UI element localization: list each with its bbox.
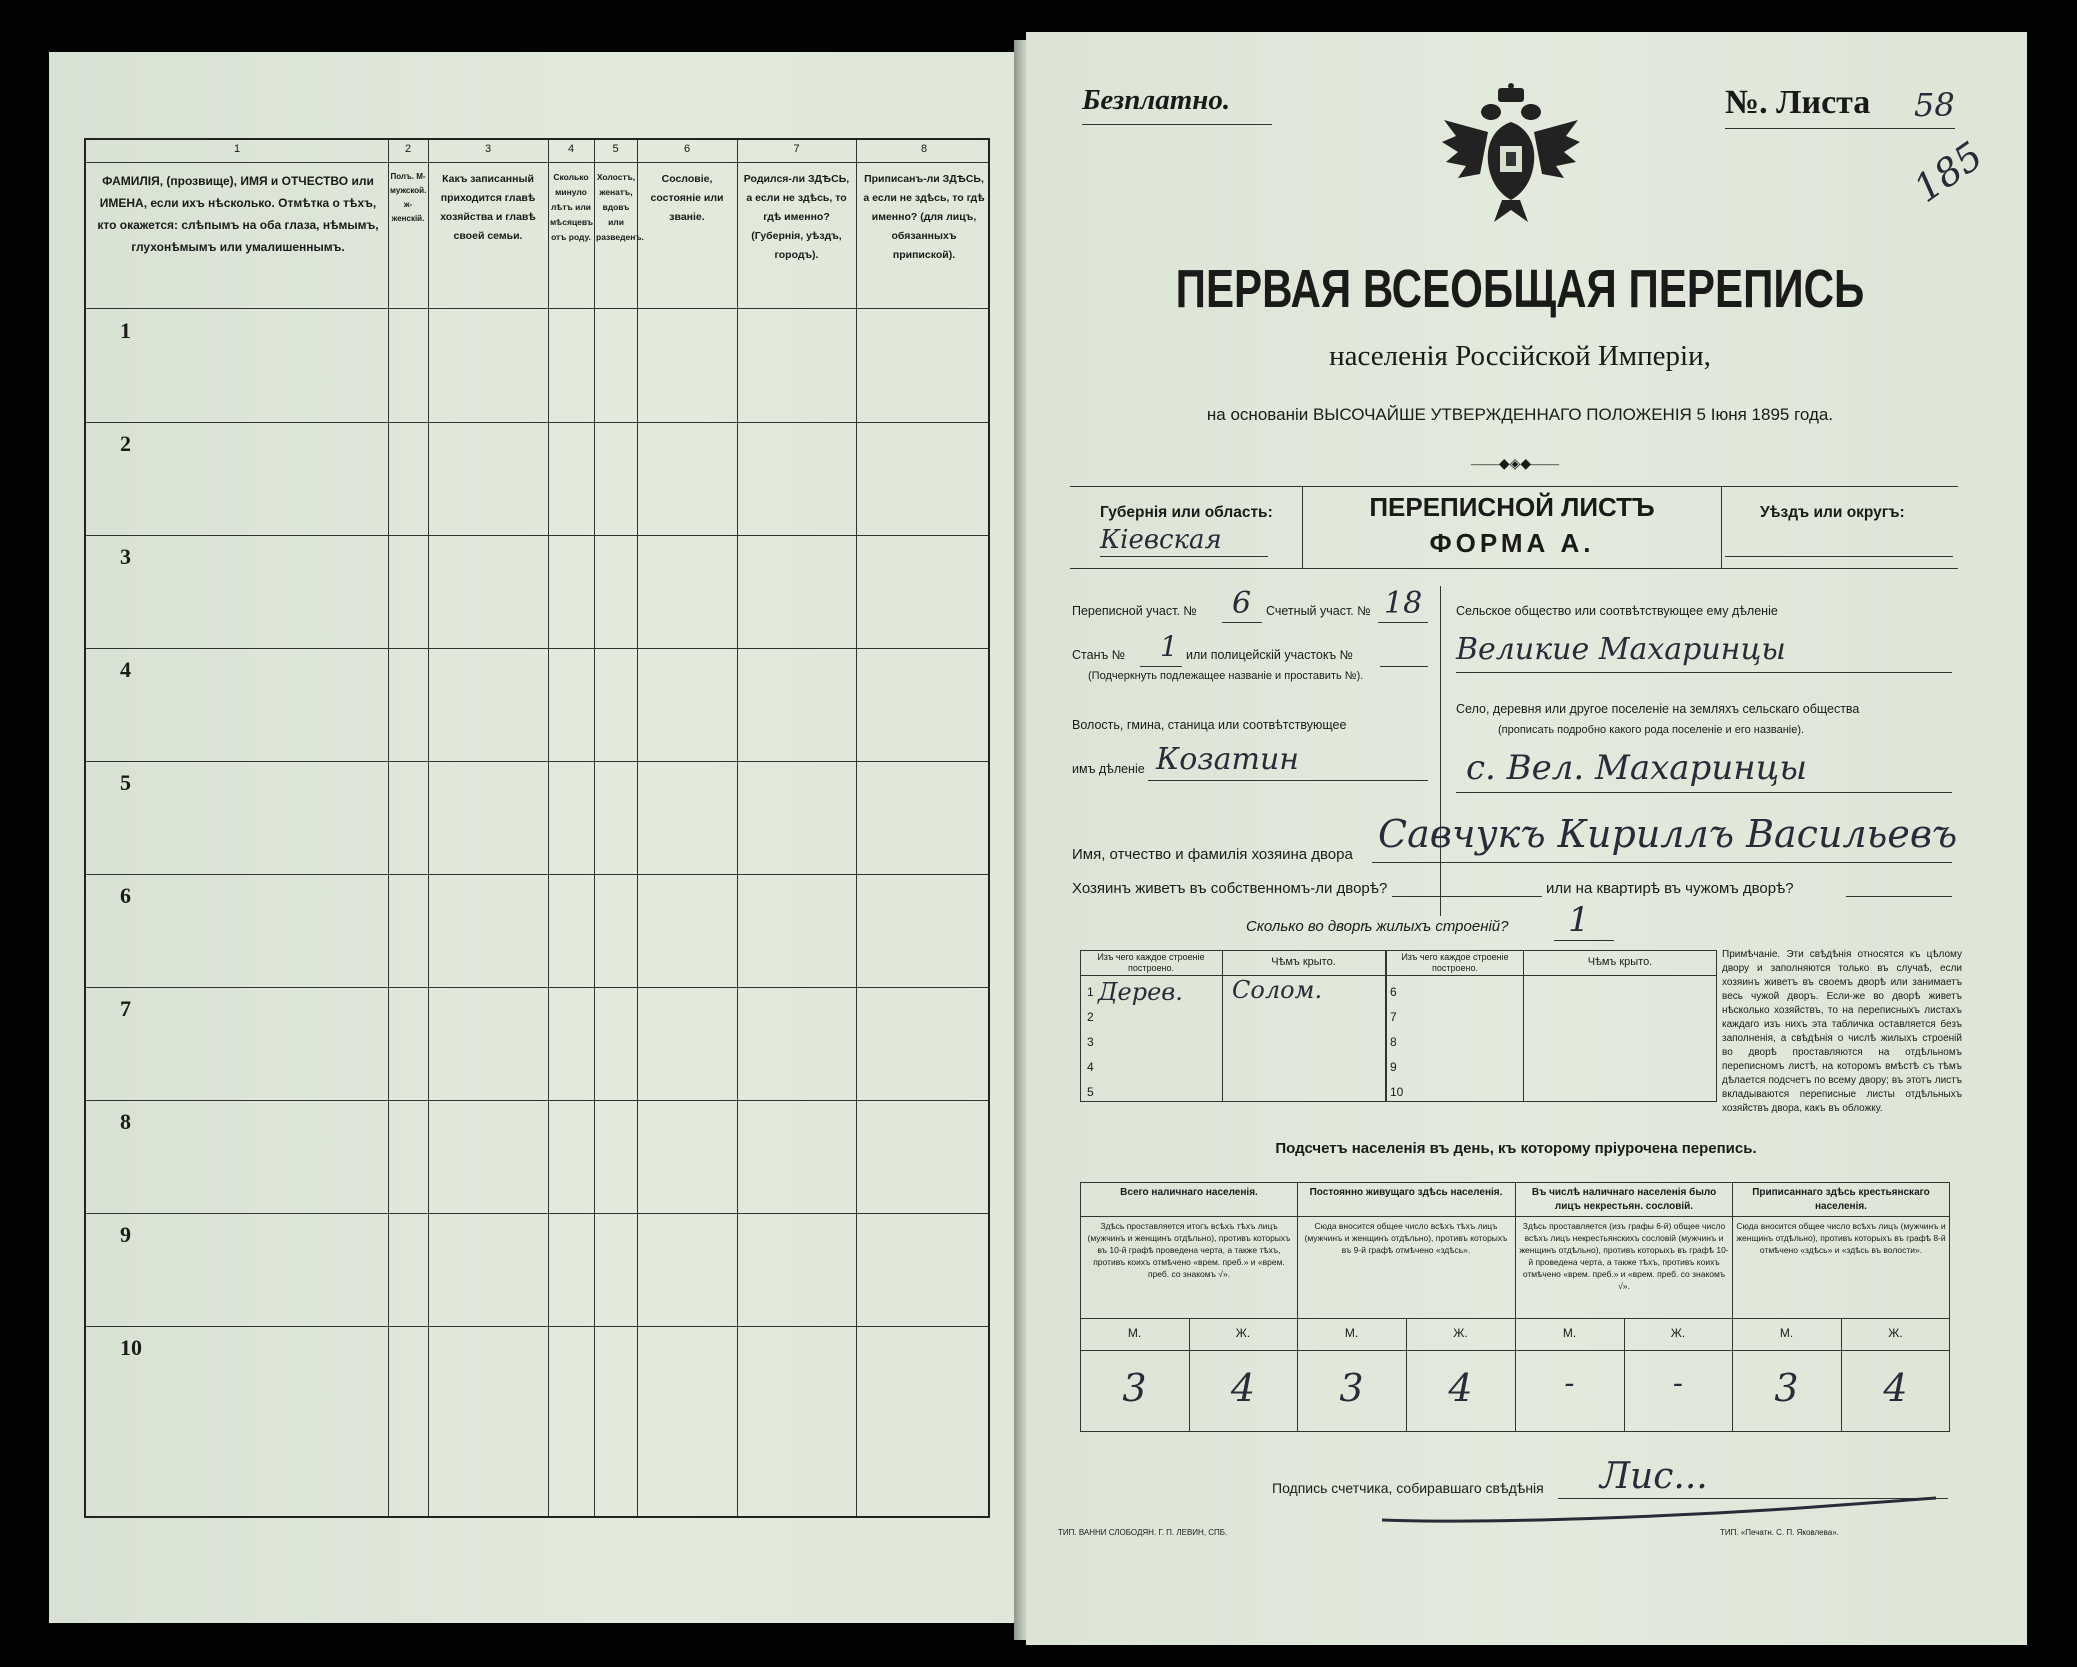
page-subtitle: населенія Россійской Имперіи, xyxy=(1329,340,1711,372)
tally-value: 4 xyxy=(1448,1366,1473,1410)
tally-note-1: Здѣсь проставляется итогъ всѣхъ тѣхъ лицъ (мужчинъ и женщинъ отдѣльно), противъ которыхъ въ 10-й графѣ проведена черта, а также тѣхъ, противъ коихъ отмѣчено «врем. преб.» и «врем. преб. со знакомъ √». xyxy=(1087,1221,1291,1279)
tally-title: Подсчетъ населенія въ день, къ которому пріурочена перепись. xyxy=(1275,1140,1757,1157)
col-number: 1 xyxy=(233,143,241,155)
col-header-name: ФАМИЛІЯ, (прозвище), ИМЯ и ОТЧЕСТВО или ИМЕНА, если ихъ нѣсколько. Отмѣтка о тѣхъ, кто окажется: слѣпымъ на оба глаза, нѣмымъ, глухонѣмымъ или умалишеннымъ. xyxy=(97,174,379,254)
tally-value: 4 xyxy=(1883,1366,1908,1410)
tally-value: - xyxy=(1564,1366,1575,1401)
tally-note-2: Сюда вносится общее число всѣхъ тѣхъ лицъ (мужчинъ и женщинъ отдѣльно), противъ которыхъ въ 9-й графѣ отмѣчено «здѣсь». xyxy=(1304,1221,1508,1255)
census-district-underline xyxy=(1222,622,1262,623)
bld-row-numbers-right xyxy=(1390,980,1403,1105)
col-line xyxy=(548,140,549,1516)
sheet-number-underline xyxy=(1725,128,1955,129)
buildings-col-line xyxy=(1222,950,1223,1102)
col-number: 4 xyxy=(567,143,575,155)
police-underline xyxy=(1380,666,1428,667)
row-number: 10 xyxy=(120,1335,142,1360)
tally-note-3: Здѣсь проставляется (изъ графы 6-й) общее число всѣхъ лицъ некрестьянскихъ сословій (мужчинъ и женщинъ отдѣльно), противъ которыхъ въ графѣ 10-й проведена черта, а также тѣхъ, противъ коихъ отмѣчено «врем. преб.» и «врем. преб. со знакомъ √». xyxy=(1519,1221,1729,1291)
row-number: 1 xyxy=(120,318,131,343)
row-line xyxy=(86,422,988,423)
col-header-sex: Полъ. М-мужской. ж-женскій. xyxy=(390,172,427,223)
tally-sex-f: Ж. xyxy=(1453,1326,1468,1340)
row-line xyxy=(86,761,988,762)
owner-label: Имя, отчество и фамилія хозяина двора xyxy=(1072,846,1353,863)
col-line xyxy=(428,140,429,1516)
volost-label-1: Волость, гмина, станица или соотвѣтствующее xyxy=(1072,718,1347,732)
bld-row: 6 xyxy=(1390,985,1397,999)
signature-label: Подпись счетчика, собиравшаго свѣдѣнія xyxy=(1272,1480,1544,1496)
lives-own-label: Хозяинъ живетъ въ собственномъ-ли дворѣ? xyxy=(1072,880,1388,897)
row-number: 4 xyxy=(120,657,131,682)
col-line xyxy=(856,140,857,1516)
row-line xyxy=(86,874,988,875)
row-number: 6 xyxy=(120,883,131,908)
bld-head-material: Изъ чего каждое строеніе построено. xyxy=(1097,952,1205,973)
tally-sex-f: Ж. xyxy=(1670,1326,1686,1340)
tally-sex-m: М. xyxy=(1127,1326,1142,1340)
sheet-number-label: №. Листа xyxy=(1725,84,1871,121)
tally-sex-m: М. xyxy=(1344,1326,1359,1340)
row-number: 9 xyxy=(120,1222,131,1247)
col-line xyxy=(594,140,595,1516)
bld-row: 3 xyxy=(1087,1035,1094,1049)
col-number: 3 xyxy=(484,143,492,155)
society-value: Великие Махаринцы xyxy=(1456,632,1786,667)
buildings-value: 1 xyxy=(1568,900,1590,940)
bld-row: 8 xyxy=(1390,1035,1397,1049)
gubernia-label: Губернія или область: xyxy=(1100,504,1273,521)
col-header-birthplace: Родился-ли ЗДѢСЬ, а если не здѣсь, то гдѣ именно? (Губернія, уѣздъ, городъ). xyxy=(743,173,850,261)
volost-underline xyxy=(1148,780,1428,781)
col-number: 7 xyxy=(793,143,800,155)
society-label: Сельское общество или соотвѣтствующее ему дѣленіе xyxy=(1456,604,1778,618)
imperial-eagle-icon xyxy=(1436,82,1586,232)
tally-sex-f: Ж. xyxy=(1235,1326,1251,1340)
col-number: 6 xyxy=(683,143,691,155)
owner-underline xyxy=(1372,862,1952,863)
count-district-label: Счетный участ. № xyxy=(1266,604,1371,618)
free-underline xyxy=(1082,124,1272,125)
form-title-1: ПЕРЕПИСНОЙ ЛИСТЪ xyxy=(1369,492,1655,522)
stan-underline xyxy=(1140,666,1182,667)
count-district-value: 18 xyxy=(1384,586,1423,621)
stan-label: Станъ № xyxy=(1072,648,1126,662)
row-line xyxy=(86,1213,988,1214)
margin-number: 185 xyxy=(1905,133,1991,211)
col-number: 8 xyxy=(920,143,928,155)
village-note: (прописать подробно какого рода поселеніе и его названіе). xyxy=(1498,724,1805,736)
census-district-label: Переписной участ. № xyxy=(1072,604,1197,618)
village-label: Село, деревня или другое поселеніе на земляхъ сельскаго общества xyxy=(1456,702,1860,716)
tally-head-1: Всего наличнаго населенія. xyxy=(1120,1187,1258,1198)
tally-note-4: Сюда вносится общее число всѣхъ лицъ (мужчинъ и женщинъ отдѣльно), противъ которыхъ въ графѣ 8-й отмѣчено «здѣсь» и «здѣсь въ волости». xyxy=(1736,1221,1946,1255)
sheet-number-value: 58 xyxy=(1914,86,1955,124)
bld-row: 2 xyxy=(1087,1010,1094,1024)
tally-value: - xyxy=(1672,1366,1684,1401)
header-bottom-line xyxy=(86,308,988,309)
lives-rent-underline xyxy=(1846,896,1952,897)
tally-value: 3 xyxy=(1774,1366,1799,1410)
free-label: Безплатно. xyxy=(1082,84,1231,116)
row-line xyxy=(86,1326,988,1327)
volost-label-2: имъ дѣленіе xyxy=(1072,762,1145,776)
tally-value: 3 xyxy=(1339,1366,1364,1410)
bld-material-1: Дерев. xyxy=(1098,978,1183,1006)
tally-value: 3 xyxy=(1122,1366,1147,1410)
tally-head-3: Въ числѣ наличнаго населенія было лицъ некрестьян. сословій. xyxy=(1531,1187,1717,1212)
row-line xyxy=(86,648,988,649)
tally-head-2: Постоянно живущаго здѣсь населенія. xyxy=(1309,1187,1503,1198)
bld-row: 1 xyxy=(1087,985,1094,999)
buildings-label: Сколько во дворѣ жилыхъ строеній? xyxy=(1246,918,1509,935)
tally-value: 4 xyxy=(1230,1366,1256,1410)
uezd-label: Уѣздъ или округъ: xyxy=(1760,504,1905,521)
col-header-marital: Холостъ, женатъ, вдовъ или разведенъ. xyxy=(596,172,644,242)
col-header-estate: Сословіе, состояніе или званіе. xyxy=(650,173,724,223)
underline-note: (Подчеркнуть подлежащее названіе и проставить №). xyxy=(1088,670,1364,682)
lives-rent-label: или на квартирѣ въ чужомъ дворѣ? xyxy=(1546,880,1794,897)
tally-sex-f: Ж. xyxy=(1888,1326,1903,1340)
buildings-head-line xyxy=(1080,975,1717,976)
tally-sex-m: М. xyxy=(1562,1326,1577,1340)
census-district-value: 6 xyxy=(1232,586,1252,621)
col-line xyxy=(737,140,738,1516)
buildings-underline xyxy=(1554,940,1614,941)
form-title-2: ФОРМА А. xyxy=(1429,528,1595,558)
row-number: 7 xyxy=(120,996,131,1021)
stan-value: 1 xyxy=(1160,630,1178,663)
header-divider xyxy=(86,162,988,163)
lives-own-underline xyxy=(1392,896,1542,897)
bld-row: 5 xyxy=(1087,1085,1094,1099)
bld-head-roof-2: Чѣмъ крыто. xyxy=(1587,956,1653,968)
tally-sex-line xyxy=(1080,1350,1950,1351)
row-number: 3 xyxy=(120,544,131,569)
police-label: или полицейскій участокъ № xyxy=(1186,648,1354,662)
bld-row: 10 xyxy=(1390,1085,1404,1099)
village-underline xyxy=(1456,792,1952,793)
bld-row: 4 xyxy=(1087,1060,1094,1074)
tally-notes-line xyxy=(1080,1318,1950,1319)
district-divider xyxy=(1440,586,1441,916)
buildings-col-line xyxy=(1523,950,1524,1102)
volost-value: Козатин xyxy=(1156,742,1300,777)
row-number: 5 xyxy=(120,770,131,795)
gubernia-underline xyxy=(1100,556,1268,557)
signature-flourish xyxy=(1380,1494,1940,1528)
ornament-divider: ——◆◈◆—— xyxy=(1470,457,1560,472)
tally-head-4: Приписаннаго здѣсь крестьянскаго населенія. xyxy=(1752,1187,1930,1212)
village-value: с. Вел. Махаринцы xyxy=(1466,748,1808,788)
page-title: ПЕРВАЯ ВСЕОБЩАЯ ПЕРЕПИСЬ xyxy=(1175,259,1865,319)
col-number: 5 xyxy=(612,143,619,155)
row-number: 2 xyxy=(120,431,131,456)
tally-head-line xyxy=(1080,1216,1950,1217)
bld-roof-1: Солом. xyxy=(1232,976,1323,1004)
note-text: Примѣчаніе. Эти свѣдѣнія относятся къ цѣлому двору и заполняются только въ случаѣ, если хозяинъ живетъ въ своемъ дворѣ или занимаетъ весь чужой дворъ. Если-же во дворѣ живетъ нѣсколько хозяйствъ, то на переписныхъ листахъ каждаго изъ нихъ эта табличка оставляется безъ заполненія, а свѣдѣнія о числѣ жилыхъ строеній во дворѣ проставляются на отдѣльномъ переписномъ листѣ, на которомъ вмѣстѣ съ тѣмъ дѣлается подсчетъ по всему двору; въ этотъ листъ вкладываются переписные листы отдѣльныхъ хозяйствъ двора, какъ въ обложку. xyxy=(1722,949,1962,1114)
uezd-underline xyxy=(1725,556,1953,557)
bld-head-material-2: Изъ чего каждое строеніе построено. xyxy=(1401,952,1509,973)
row-line xyxy=(86,987,988,988)
gubernia-value: Кіевская xyxy=(1100,525,1222,555)
row-number: 8 xyxy=(120,1109,131,1134)
col-header-registration: Приписанъ-ли ЗДѢСЬ, а если не здѣсь, то гдѣ именно? (для лицъ, обязанныхъ припиской). xyxy=(863,173,985,261)
bld-row-numbers-left xyxy=(1087,980,1094,1105)
bld-row: 9 xyxy=(1390,1060,1397,1074)
printer-right: ТИП. «Печатн. С. П. Яковлева». xyxy=(1720,1528,1839,1537)
bld-head-roof: Чѣмъ крыто. xyxy=(1271,956,1336,968)
count-district-underline xyxy=(1378,622,1428,623)
society-underline xyxy=(1456,672,1952,673)
col-header-age: Сколько минуло лѣтъ или мѣсяцевъ отъ роду. xyxy=(550,172,594,242)
col-line xyxy=(388,140,389,1516)
basis-line: на основаніи ВЫСОЧАЙШЕ УТВЕРЖДЕННАГО ПОЛОЖЕНІЯ 5 Іюня 1895 года. xyxy=(1206,405,1834,424)
bld-row: 7 xyxy=(1390,1010,1397,1024)
col-header-relation: Какъ записанный приходится главѣ хозяйства и главѣ своей семьи. xyxy=(440,173,536,242)
owner-value: Савчукъ Кириллъ Васильевъ xyxy=(1378,812,1958,856)
row-line xyxy=(86,535,988,536)
printer-left: ТИП. ВАННИ СЛОБОДЯН. Г. П. ЛЕВИН, СПБ. xyxy=(1058,1528,1228,1537)
col-number: 2 xyxy=(404,143,412,155)
persons-table xyxy=(84,138,990,1518)
col-line xyxy=(637,140,638,1516)
tally-sex-m: М. xyxy=(1779,1326,1794,1340)
signature-value: Лис... xyxy=(1600,1456,1708,1497)
row-line xyxy=(86,1100,988,1101)
